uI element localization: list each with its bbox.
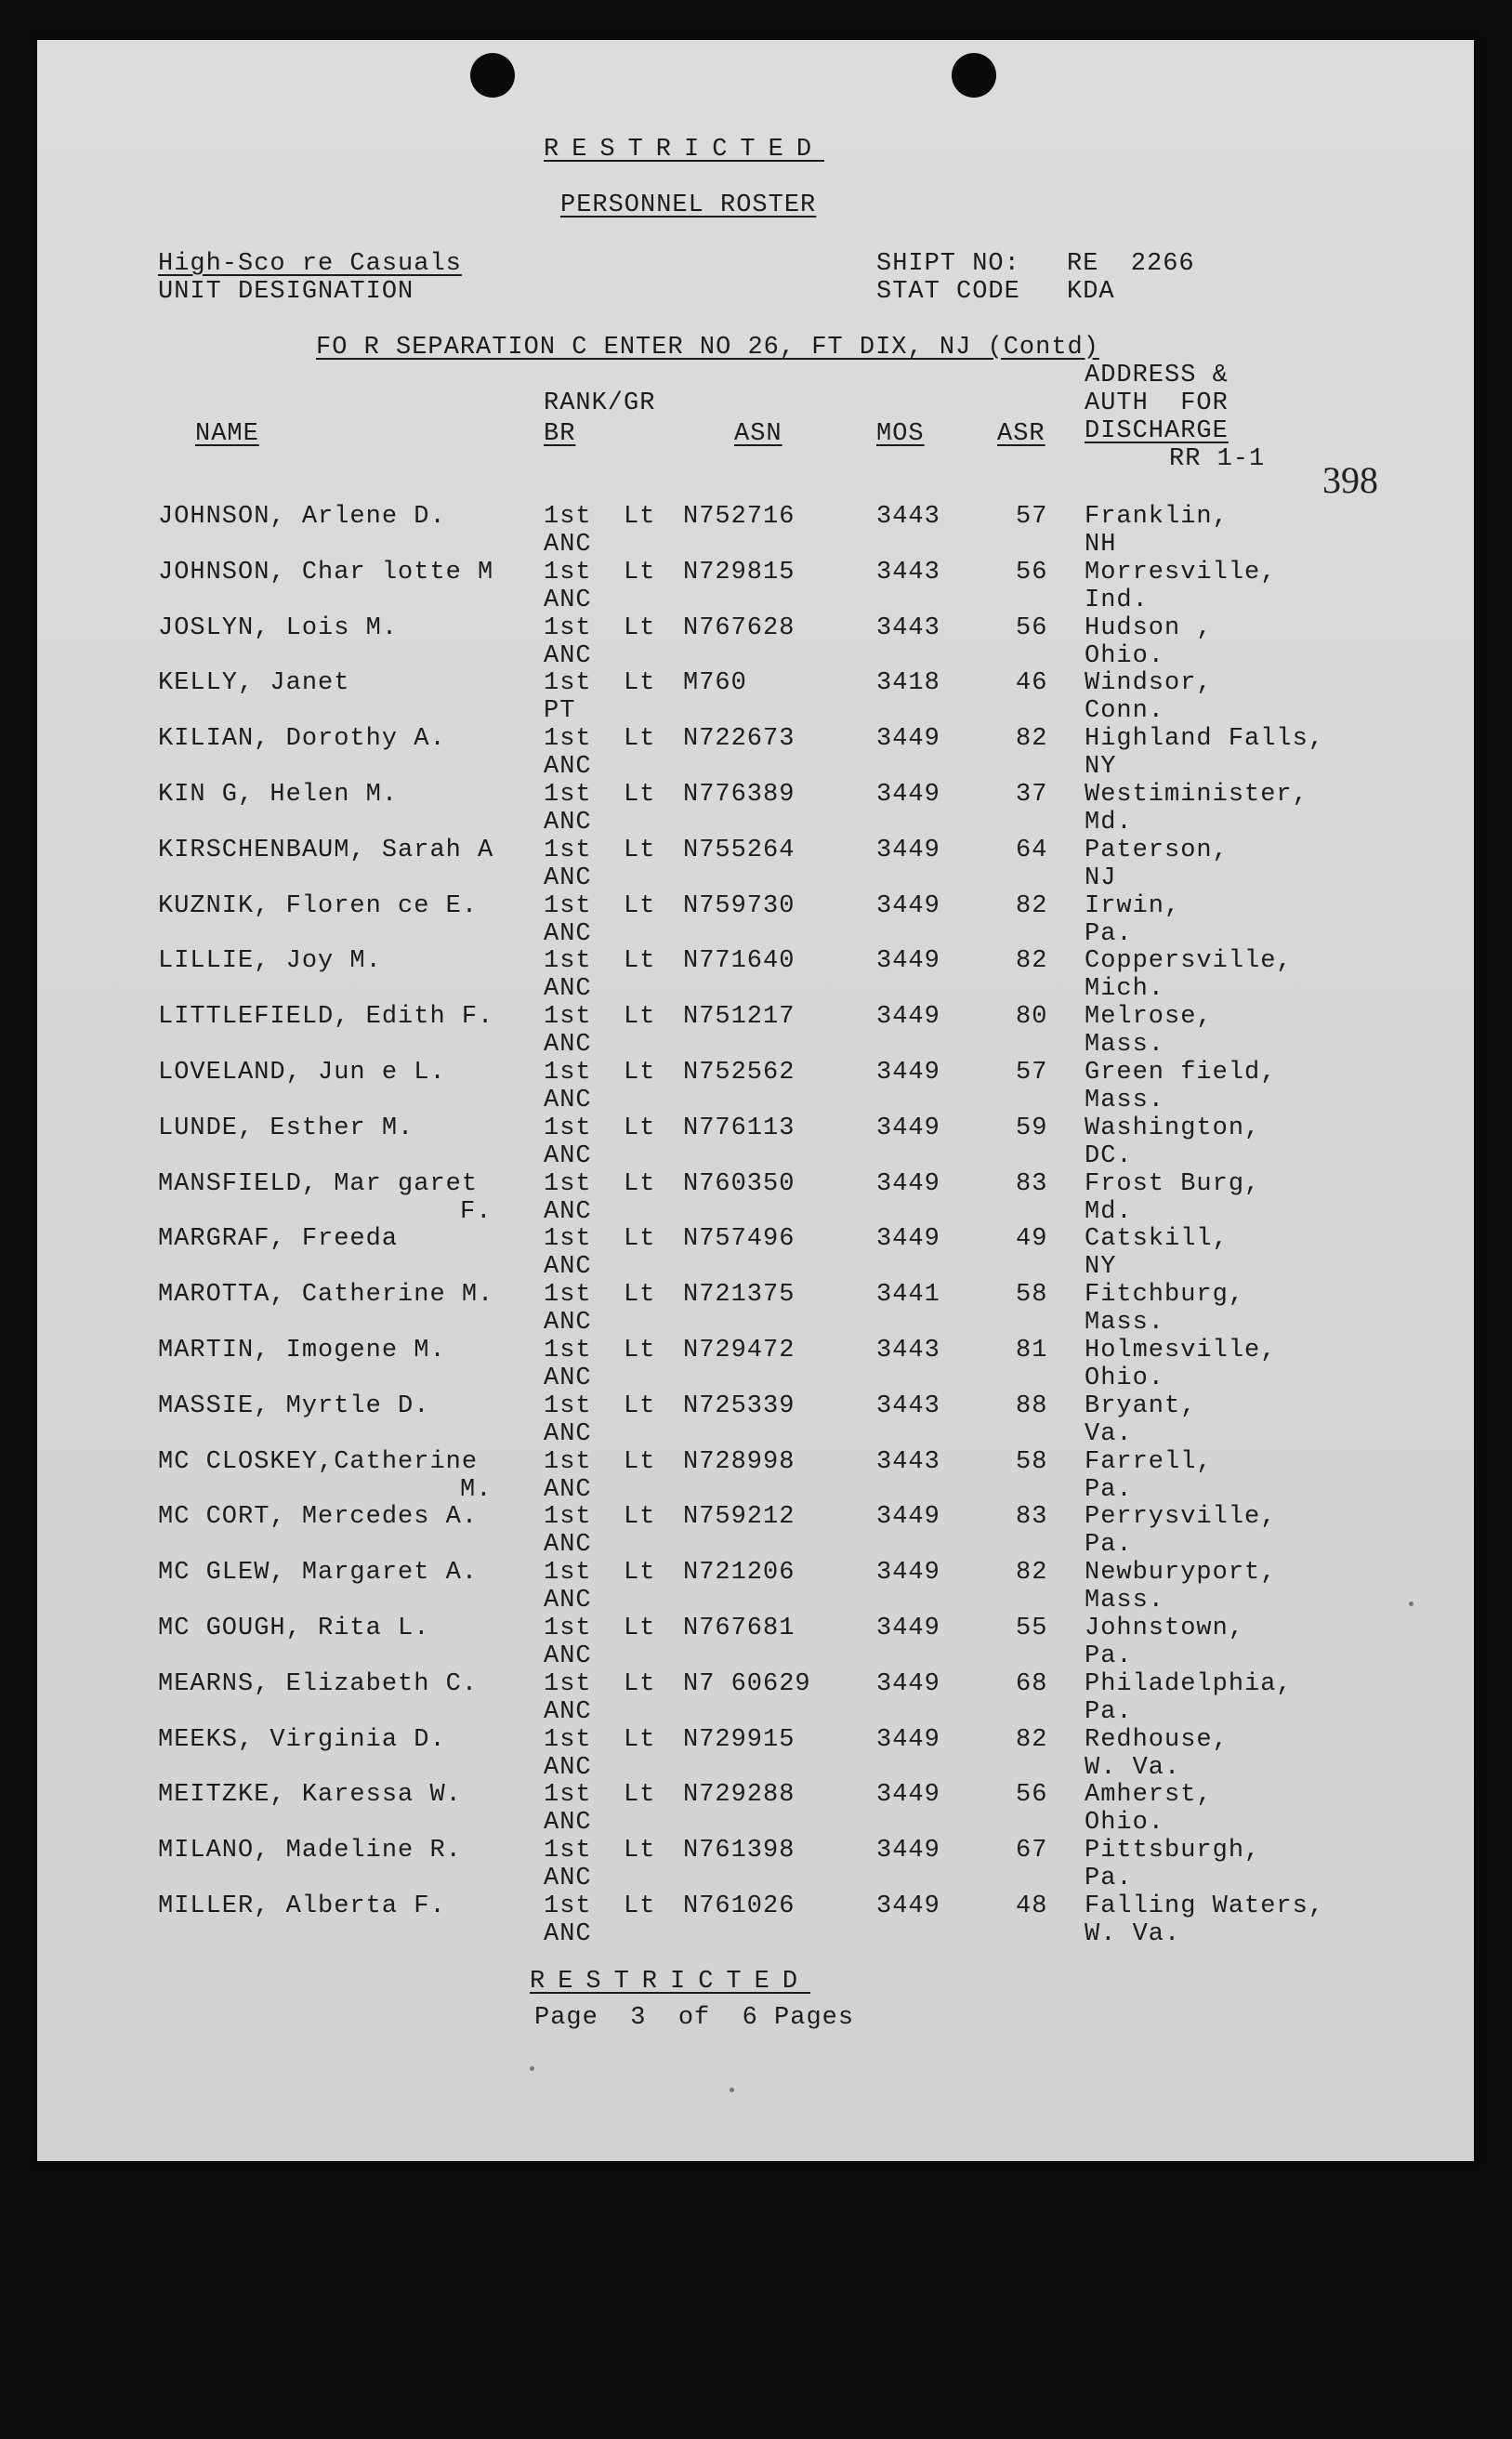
table-row: [37, 1894, 1474, 1948]
col-header-asn: ASN: [734, 420, 782, 448]
row-address-line2: Mich.: [1085, 975, 1165, 1004]
row-mos: 3449: [876, 1725, 940, 1754]
row-name: MANSFIELD, Mar garet: [158, 1169, 479, 1198]
table-row: [37, 1391, 1474, 1448]
row-address: Frost Burg,: [1085, 1169, 1261, 1198]
row-address: Holmesville,: [1085, 1337, 1277, 1365]
row-mos: 3443: [876, 558, 940, 587]
table-row: [37, 1839, 1474, 1892]
row-asr: 56: [1016, 613, 1048, 642]
row-asn: N776113: [683, 1114, 795, 1142]
row-rank: 1st Lt: [544, 1559, 656, 1588]
paper-speck: [730, 2088, 734, 2092]
row-asn: N729815: [683, 558, 795, 587]
row-branch: ANC: [544, 809, 592, 837]
row-name: MILLER, Alberta F.: [158, 1892, 446, 1920]
row-address-line2: Md.: [1085, 809, 1133, 837]
row-branch: ANC: [544, 919, 592, 948]
row-rank: 1st Lt: [544, 836, 656, 864]
row-address-line2: Ohio.: [1085, 641, 1165, 670]
row-address-line2: Va.: [1085, 1419, 1133, 1448]
row-address: Washington,: [1085, 1114, 1261, 1142]
row-asr: 56: [1016, 558, 1048, 587]
row-branch: ANC: [544, 1697, 592, 1726]
punch-hole-left: [470, 53, 515, 98]
table-row: [37, 560, 1474, 614]
row-rank: 1st Lt: [544, 1892, 656, 1920]
row-rank: 1st Lt: [544, 1725, 656, 1754]
row-address: Redhouse,: [1085, 1725, 1229, 1754]
row-rank: 1st Lt: [544, 1391, 656, 1420]
row-address: Melrose,: [1085, 1003, 1213, 1032]
table-row: [37, 1505, 1474, 1559]
restricted-footer: RESTRICTED: [530, 1968, 811, 1996]
row-mos: 3418: [876, 669, 940, 698]
row-branch: ANC: [544, 1809, 592, 1838]
row-address: Westiminister,: [1085, 781, 1308, 809]
row-branch: ANC: [544, 1920, 592, 1948]
row-mos: 3449: [876, 1892, 940, 1920]
row-name: LILLIE, Joy M.: [158, 947, 382, 976]
table-row: [37, 1061, 1474, 1114]
row-asr: 59: [1016, 1114, 1048, 1142]
row-name: MARTIN, Imogene M.: [158, 1337, 446, 1365]
unit-designation-label: UNIT DESIGNATION: [158, 278, 414, 306]
row-asr: 67: [1016, 1837, 1048, 1866]
row-asn: N728998: [683, 1447, 795, 1476]
row-address: Coppersville,: [1085, 947, 1293, 976]
separation-center-line: FO R SEPARATION C ENTER NO 26, FT DIX, NJ (Contd): [316, 334, 1099, 362]
row-rank: 1st Lt: [544, 1114, 656, 1142]
row-asn: N759212: [683, 1503, 795, 1532]
row-name: MEARNS, Elizabeth C.: [158, 1669, 479, 1698]
row-asr: 83: [1016, 1503, 1048, 1532]
row-mos: 3441: [876, 1281, 940, 1310]
row-mos: 3449: [876, 836, 940, 864]
row-address-line2: Md.: [1085, 1197, 1133, 1226]
row-address-line2: DC.: [1085, 1141, 1133, 1170]
row-address: Bryant,: [1085, 1391, 1197, 1420]
row-asr: 80: [1016, 1003, 1048, 1032]
row-asr: 82: [1016, 1559, 1048, 1588]
row-asn: M760: [683, 669, 747, 698]
col-header-mos: MOS: [876, 420, 925, 448]
table-row: [37, 1447, 1474, 1504]
row-branch: ANC: [544, 531, 592, 559]
row-name: KIRSCHENBAUM, Sarah A: [158, 836, 494, 864]
col-header-asr: ASR: [997, 420, 1045, 448]
row-branch: ANC: [544, 1753, 592, 1782]
row-asn: N725339: [683, 1391, 795, 1420]
row-name: KILIAN, Dorothy A.: [158, 725, 446, 754]
table-row: [37, 1338, 1474, 1392]
row-asr: 83: [1016, 1169, 1048, 1198]
row-asr: 57: [1016, 1059, 1048, 1087]
row-address: Catskill,: [1085, 1225, 1229, 1254]
row-branch: ANC: [544, 1087, 592, 1114]
row-branch: ANC: [544, 1419, 592, 1448]
row-branch: ANC: [544, 1031, 592, 1060]
row-rank: 1st Lt: [544, 613, 656, 642]
row-mos: 3449: [876, 1615, 940, 1642]
row-mos: 3449: [876, 1059, 940, 1087]
row-rank: 1st Lt: [544, 669, 656, 698]
row-asr: 55: [1016, 1615, 1048, 1642]
row-name: JOHNSON, Arlene D.: [158, 503, 446, 531]
table-row: [37, 505, 1474, 559]
row-address: Fitchburg,: [1085, 1281, 1245, 1310]
row-mos: 3449: [876, 1003, 940, 1032]
row-branch: PT: [544, 697, 576, 726]
row-asr: 46: [1016, 669, 1048, 698]
row-branch: ANC: [544, 641, 592, 670]
row-name-continued: M.: [460, 1475, 493, 1504]
row-asn: N767681: [683, 1615, 795, 1642]
row-address-line2: Mass.: [1085, 1587, 1165, 1615]
row-address-line2: Ohio.: [1085, 1365, 1165, 1392]
col-header-address-3: DISCHARGE: [1085, 417, 1229, 445]
row-address: Irwin,: [1085, 891, 1181, 920]
row-name: KUZNIK, Floren ce E.: [158, 891, 479, 920]
paper-speck: [530, 2066, 534, 2071]
row-address-line2: NY: [1085, 1253, 1117, 1282]
row-mos: 3449: [876, 1169, 940, 1198]
table-row: [37, 1783, 1474, 1837]
row-asr: 56: [1016, 1781, 1048, 1810]
row-name: LOVELAND, Jun e L.: [158, 1059, 446, 1087]
row-name: KIN G, Helen M.: [158, 781, 399, 809]
restricted-heading: RESTRICTED: [544, 136, 825, 164]
row-rank: 1st Lt: [544, 558, 656, 587]
row-address: Morresville,: [1085, 558, 1277, 587]
row-asn: N722673: [683, 725, 795, 754]
row-rank: 1st Lt: [544, 1781, 656, 1810]
row-mos: 3449: [876, 1503, 940, 1532]
row-mos: 3449: [876, 1225, 940, 1254]
row-asr: 64: [1016, 836, 1048, 864]
row-address: Farrell,: [1085, 1447, 1213, 1476]
row-asn: N752716: [683, 503, 795, 531]
row-address: Falling Waters,: [1085, 1892, 1325, 1920]
row-rank: 1st Lt: [544, 725, 656, 754]
row-asn: N761398: [683, 1837, 795, 1866]
row-branch: ANC: [544, 1587, 592, 1615]
row-asn: N760350: [683, 1169, 795, 1198]
table-row: [37, 891, 1474, 948]
row-mos: 3443: [876, 503, 940, 531]
row-mos: 3449: [876, 1559, 940, 1588]
table-row: [37, 1005, 1474, 1059]
row-rank: 1st Lt: [544, 503, 656, 531]
table-row: [37, 1725, 1474, 1782]
row-asr: 58: [1016, 1281, 1048, 1310]
row-name: MILANO, Madeline R.: [158, 1837, 462, 1866]
row-rank: 1st Lt: [544, 1225, 656, 1254]
row-mos: 3449: [876, 725, 940, 754]
page-stamp-number: 398: [1322, 459, 1378, 501]
row-address: Perrysville,: [1085, 1503, 1277, 1532]
row-name: JOSLYN, Lois M.: [158, 613, 399, 642]
row-asr: 82: [1016, 725, 1048, 754]
row-rank: 1st Lt: [544, 1281, 656, 1310]
page-of-pages: Page 3 of 6 Pages: [534, 2004, 855, 2032]
row-asr: 68: [1016, 1669, 1048, 1698]
table-row: [37, 1169, 1474, 1226]
row-asn: N751217: [683, 1003, 795, 1032]
row-address: Franklin,: [1085, 503, 1229, 531]
row-asr: 82: [1016, 1725, 1048, 1754]
row-address-line2: Pa.: [1085, 1697, 1133, 1726]
row-address: Philadelphia,: [1085, 1669, 1293, 1698]
row-asr: 57: [1016, 503, 1048, 531]
col-header-address-1: ADDRESS &: [1085, 362, 1229, 389]
shipt-label: SHIPT NO:: [876, 250, 1020, 278]
row-rank: 1st Lt: [544, 1003, 656, 1032]
row-address: Pittsburgh,: [1085, 1837, 1261, 1866]
row-rank: 1st Lt: [544, 1503, 656, 1532]
row-branch: ANC: [544, 1197, 592, 1226]
row-asr: 58: [1016, 1447, 1048, 1476]
row-address-line2: Pa.: [1085, 1531, 1133, 1560]
row-asn: N729472: [683, 1337, 795, 1365]
table-row: [37, 613, 1474, 670]
col-header-name: NAME: [195, 420, 259, 448]
row-address-line2: Pa.: [1085, 1475, 1133, 1504]
row-mos: 3449: [876, 1781, 940, 1810]
row-address: Highland Falls,: [1085, 725, 1325, 754]
row-rank: 1st Lt: [544, 781, 656, 809]
row-branch: ANC: [544, 753, 592, 782]
row-name: JOHNSON, Char lotte M: [158, 558, 494, 587]
row-name: MARGRAF, Freeda: [158, 1225, 399, 1254]
row-address-line2: Pa.: [1085, 1642, 1133, 1670]
row-address: Green field,: [1085, 1059, 1277, 1087]
punch-hole-right: [952, 53, 996, 98]
row-name: MEEKS, Virginia D.: [158, 1725, 446, 1754]
row-branch: ANC: [544, 1141, 592, 1170]
row-mos: 3443: [876, 613, 940, 642]
row-address: Windsor,: [1085, 669, 1213, 698]
row-asn: N729915: [683, 1725, 795, 1754]
row-address-line2: Mass.: [1085, 1309, 1165, 1338]
table-row: [37, 783, 1474, 837]
row-branch: ANC: [544, 1531, 592, 1560]
row-asn: N721206: [683, 1559, 795, 1588]
row-rank: 1st Lt: [544, 1615, 656, 1642]
row-rank: 1st Lt: [544, 1669, 656, 1698]
row-asn: N729288: [683, 1781, 795, 1810]
row-address-line2: W. Va.: [1085, 1920, 1181, 1948]
row-branch: ANC: [544, 1642, 592, 1670]
row-name: MAROTTA, Catherine M.: [158, 1281, 494, 1310]
row-rank: 1st Lt: [544, 1059, 656, 1087]
row-name-continued: F.: [460, 1197, 493, 1226]
row-address: Hudson ,: [1085, 613, 1213, 642]
table-row: [37, 1616, 1474, 1670]
row-name: MC GOUGH, Rita L.: [158, 1615, 430, 1642]
row-address-line2: Conn.: [1085, 697, 1165, 726]
row-address-line2: NJ: [1085, 864, 1117, 892]
table-row: [37, 1283, 1474, 1337]
row-name: MC CORT, Mercedes A.: [158, 1503, 479, 1532]
col-header-rank: RANK/GR: [544, 389, 656, 417]
row-address-line2: Pa.: [1085, 1865, 1133, 1893]
row-address-line2: Ind.: [1085, 586, 1149, 614]
col-header-address-4: RR 1-1: [1169, 445, 1266, 473]
row-asn: N757496: [683, 1225, 795, 1254]
stat-code-value: KDA: [1067, 278, 1115, 306]
row-name: KELLY, Janet: [158, 669, 350, 698]
row-asn: N752562: [683, 1059, 795, 1087]
row-name: MC GLEW, Margaret A.: [158, 1559, 479, 1588]
row-mos: 3443: [876, 1337, 940, 1365]
paper-speck: [1409, 1602, 1413, 1606]
row-branch: ANC: [544, 1309, 592, 1338]
row-branch: ANC: [544, 1475, 592, 1504]
row-rank: 1st Lt: [544, 947, 656, 976]
row-rank: 1st Lt: [544, 891, 656, 920]
row-branch: ANC: [544, 586, 592, 614]
row-branch: ANC: [544, 1253, 592, 1282]
stat-code-label: STAT CODE: [876, 278, 1020, 306]
row-address-line2: Mass.: [1085, 1087, 1165, 1114]
table-row: [37, 949, 1474, 1003]
shipt-value: RE 2266: [1067, 250, 1195, 278]
row-address: Johnstown,: [1085, 1615, 1245, 1642]
row-asr: 49: [1016, 1225, 1048, 1254]
row-asn: N761026: [683, 1892, 795, 1920]
row-mos: 3443: [876, 1391, 940, 1420]
row-rank: 1st Lt: [544, 1169, 656, 1198]
row-rank: 1st Lt: [544, 1337, 656, 1365]
row-asr: 82: [1016, 947, 1048, 976]
roster-title: PERSONNEL ROSTER: [560, 191, 817, 219]
row-asr: 82: [1016, 891, 1048, 920]
row-rank: 1st Lt: [544, 1447, 656, 1476]
row-address-line2: NY: [1085, 753, 1117, 782]
table-row: [37, 1669, 1474, 1726]
row-address-line2: Mass.: [1085, 1031, 1165, 1060]
row-mos: 3449: [876, 1114, 940, 1142]
row-asr: 81: [1016, 1337, 1048, 1365]
row-asn: N767628: [683, 613, 795, 642]
roster-page: [37, 40, 1474, 2161]
row-name: MASSIE, Myrtle D.: [158, 1391, 430, 1420]
row-name: MC CLOSKEY,Catherine: [158, 1447, 479, 1476]
table-row: [37, 1116, 1474, 1170]
row-asr: 88: [1016, 1391, 1048, 1420]
row-asn: N759730: [683, 891, 795, 920]
row-name: LUNDE, Esther M.: [158, 1114, 414, 1142]
row-address-line2: Pa.: [1085, 919, 1133, 948]
row-asr: 48: [1016, 1892, 1048, 1920]
row-branch: ANC: [544, 1365, 592, 1392]
table-row: [37, 838, 1474, 892]
row-address-line2: NH: [1085, 531, 1117, 559]
row-branch: ANC: [544, 1865, 592, 1893]
row-asn: N7 60629: [683, 1669, 811, 1698]
row-address: Amherst,: [1085, 1781, 1213, 1810]
row-mos: 3449: [876, 947, 940, 976]
row-asn: N755264: [683, 836, 795, 864]
row-branch: ANC: [544, 975, 592, 1004]
row-asr: 37: [1016, 781, 1048, 809]
table-row: [37, 1561, 1474, 1615]
row-branch: ANC: [544, 864, 592, 892]
row-address: Paterson,: [1085, 836, 1229, 864]
row-address: Newburyport,: [1085, 1559, 1277, 1588]
row-name: LITTLEFIELD, Edith F.: [158, 1003, 494, 1032]
row-asn: N771640: [683, 947, 795, 976]
row-mos: 3449: [876, 781, 940, 809]
unit-name: High-Sco re Casuals: [158, 250, 462, 278]
table-row: [37, 1227, 1474, 1281]
row-address-line2: W. Va.: [1085, 1753, 1181, 1782]
row-rank: 1st Lt: [544, 1837, 656, 1866]
col-header-branch: BR: [544, 420, 576, 448]
row-mos: 3443: [876, 1447, 940, 1476]
row-asn: N776389: [683, 781, 795, 809]
row-address-line2: Ohio.: [1085, 1809, 1165, 1838]
row-mos: 3449: [876, 891, 940, 920]
table-row: [37, 727, 1474, 781]
row-name: MEITZKE, Karessa W.: [158, 1781, 462, 1810]
row-mos: 3449: [876, 1837, 940, 1866]
col-header-address-2: AUTH FOR: [1085, 389, 1229, 417]
table-row: [37, 671, 1474, 725]
row-asn: N721375: [683, 1281, 795, 1310]
row-mos: 3449: [876, 1669, 940, 1698]
